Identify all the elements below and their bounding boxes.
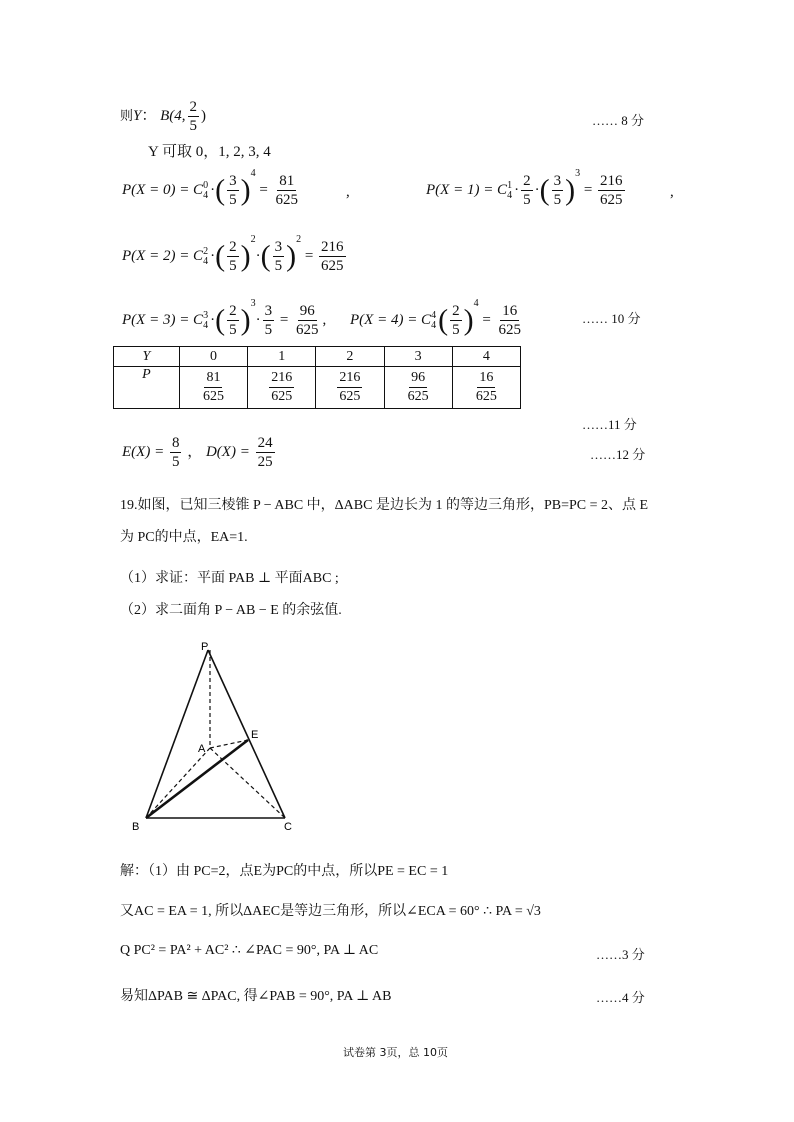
binomial-line xyxy=(120,98,206,135)
edge-pc xyxy=(208,650,285,818)
comma-2: , xyxy=(670,184,674,200)
table-header-cell: 2 xyxy=(316,347,384,367)
q19-part1: （1）求证：平面 PAB ⊥ 平面ABC ; xyxy=(120,571,339,586)
solution-line4: 易知ΔPAB ≅ ΔPAC, 得∠PAB = 90°, PA ⊥ AB xyxy=(120,989,392,1004)
score-4: ……4 分 xyxy=(596,990,645,1005)
label-e: E xyxy=(251,729,259,741)
page-footer: 试卷第 3页，总 10页 xyxy=(343,1046,448,1059)
table-cell: $\frac{81}{625}$ xyxy=(179,367,247,409)
close-paren: ) xyxy=(201,107,207,124)
prob-x3: P(X = 3) = C 3 4 ·( $\frac{2}{5}$ )$^3$· $\frac{3}{5}$ = $\frac{96}{625}$ , xyxy=(122,298,327,339)
distribution-table xyxy=(113,346,521,409)
edge-ab xyxy=(146,748,210,818)
prob-x1: P(X = 1) = C 1 4 · $\frac{2}{5}$ ·( $\frac{3}{5}$ )$^3$ = $\frac{216}{625}$ xyxy=(426,168,623,209)
prob-x0: P(X = 0) = C 0 4 ·( $\frac{3}{5}$ )$^4$ = $\frac{81}{625}$ xyxy=(122,168,299,209)
tetrahedron-figure xyxy=(120,630,320,835)
edge-ac xyxy=(210,748,285,818)
score-10: …… 10 分 xyxy=(582,311,641,326)
table-header-cell: Y xyxy=(114,347,180,367)
table-header-cell: 1 xyxy=(248,347,316,367)
comma-1: , xyxy=(346,184,350,200)
label-c: C xyxy=(284,821,292,833)
table-header-cell: 4 xyxy=(452,347,520,367)
table-cell: $\frac{16}{625}$ xyxy=(452,367,520,409)
table-row-label: P xyxy=(114,367,180,409)
table-row xyxy=(114,367,521,409)
label-a: A xyxy=(198,743,206,755)
score-8: …… 8 分 xyxy=(592,113,645,128)
colon: ： xyxy=(141,107,157,124)
score-11: ……11 分 xyxy=(582,417,637,432)
var-y: Y xyxy=(133,107,142,124)
q19-line1: 19.如图，已知三棱锥 P − ABC 中，ΔABC 是边长为 1 的等边三角形，PB=PC = 2、点 E xyxy=(120,498,649,513)
label-p: P xyxy=(201,641,209,653)
y-values-line: Y 可取 0，1, 2, 3, 4 xyxy=(148,144,271,160)
table-header-row xyxy=(114,347,521,367)
binomial-p-fraction: $\frac{2}{5}$ xyxy=(189,99,198,134)
then-label: 则 xyxy=(120,108,134,124)
prob-x4: P(X = 4) = C 4 4 ( $\frac{2}{5}$ )$^4$ = $\frac{16}{625}$ xyxy=(350,298,522,339)
solution-line2: 又AC = EA = 1, 所以ΔAEC是等边三角形，所以∠ECA = 60° ∴ PA = √3 xyxy=(120,904,541,919)
prob-x2: P(X = 2) = C 2 4 ·( $\frac{2}{5}$ )$^2$·( $\frac{3}{5}$ )$^2$ = $\frac{216}{625}$ xyxy=(122,234,344,275)
table-cell: $\frac{96}{625}$ xyxy=(384,367,452,409)
table-cell: $\frac{216}{625}$ xyxy=(316,367,384,409)
solution-line3: Q PC² = PA² + AC² ∴ ∠PAC = 90°, PA ⊥ AC xyxy=(120,943,379,958)
q19-part2: （2）求二面角 P − AB − E 的余弦值. xyxy=(120,603,342,618)
score-12: ……12 分 xyxy=(590,447,646,462)
table-cell: $\frac{216}{625}$ xyxy=(248,367,316,409)
table-header-cell: 3 xyxy=(384,347,452,367)
score-3: ……3 分 xyxy=(596,947,645,962)
segment-be xyxy=(146,740,248,818)
q19-line2: 为 PC的中点，EA=1. xyxy=(120,530,248,545)
table-header-cell: 0 xyxy=(179,347,247,367)
solution-line1: 解：（1）由 PC=2，点E为PC的中点，所以PE = EC = 1 xyxy=(120,864,449,879)
binomial-dist: B(4, xyxy=(160,107,186,124)
expectation-variance: E(X) = $\frac{8}{5}$ ， D(X) = $\frac{24}{25}$ xyxy=(122,435,273,470)
label-b: B xyxy=(132,821,140,833)
